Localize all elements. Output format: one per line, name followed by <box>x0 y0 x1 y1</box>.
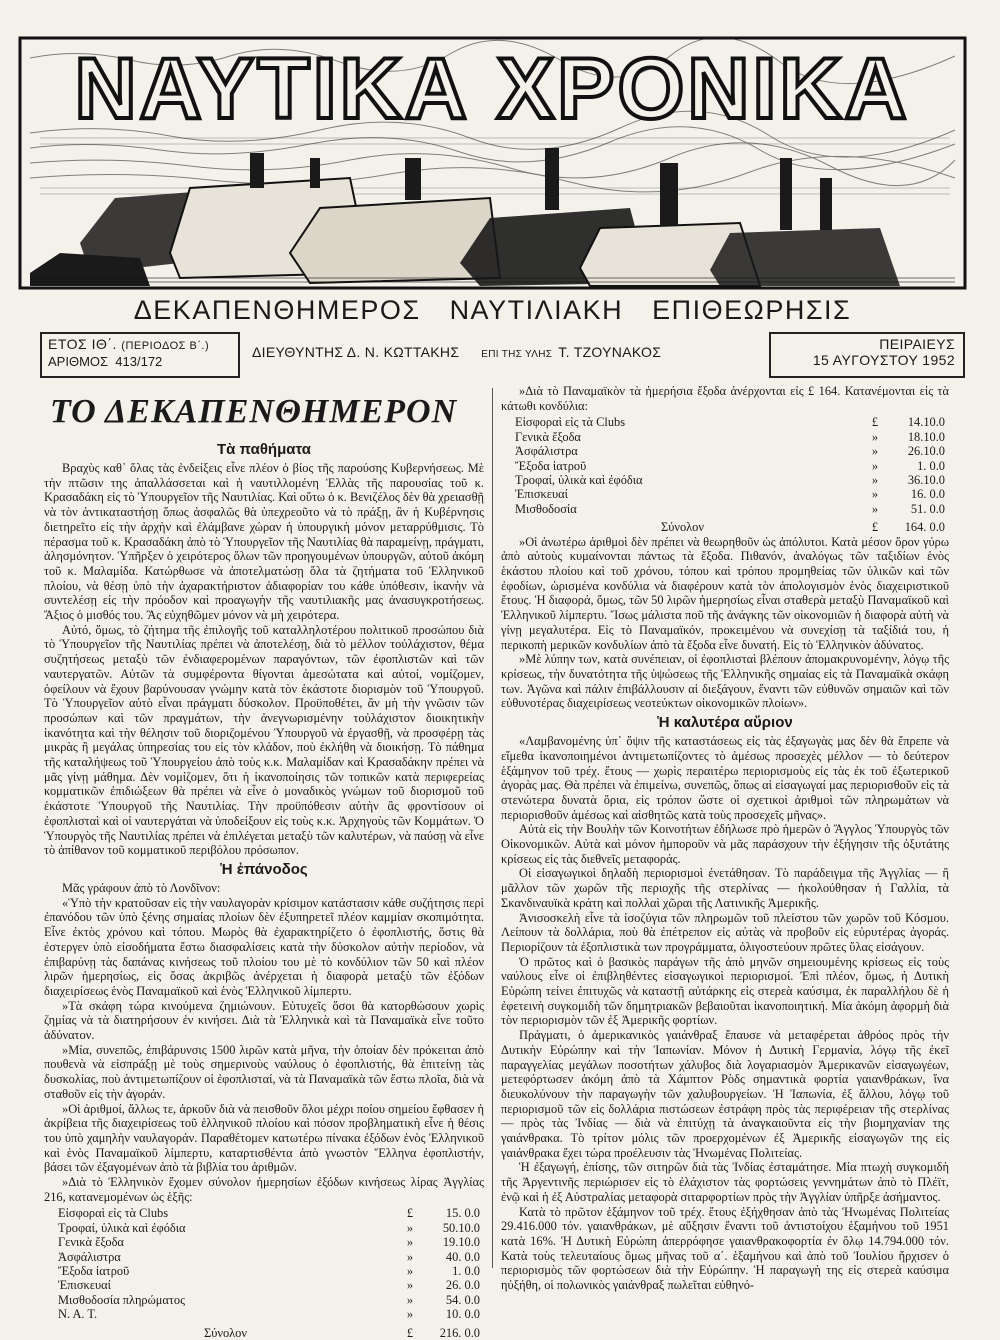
article-title: ΤΟ ΔΕΚΑΠΕΝΘΗΜΕΡΟΝ <box>50 393 458 430</box>
paragraph: Ἀνισοσκελὴ εἶνε τὰ ἰσοζύγια τῶν πληρωμῶν τοῦ πλείστου τῶν χωρῶν τοῦ Κόσμου. Λείπουν τὰ δολλάρια, ποὺ θὰ ἐπέτρεπον εἰς αὐτὰς νὰ προβοῦν εἰς εὐρυτέρας ἀγοράς. Περιορίζουν τὰ ἐξοπλιστικὰ των προγράμματα, ὀλιγοστεύουν πρῶτες ὕλας εἰσάγουν. <box>501 910 949 954</box>
table-row: Εἰσφοραὶ εἰς τὰ Clubs £ 15. 0.0 <box>58 1206 480 1221</box>
table-row: Ν. Α. Τ. » 10. 0.0 <box>58 1307 480 1322</box>
left-column <box>44 384 484 1340</box>
table-row: Ἔξοδα ἰατροῦ » 1. 0.0 <box>58 1264 480 1279</box>
issue-box <box>40 332 240 378</box>
table-row: Μισθοδοσία πληρώματος » 54. 0.0 <box>58 1292 480 1307</box>
issue-date: 15 ΑΥΓΟΥΣΤΟΥ 1952 <box>812 352 955 368</box>
staff-line <box>252 344 661 360</box>
paragraph: Οἱ εἰσαγωγικοὶ δηλαδὴ περιορισμοὶ ἐνετάθησαν. Τὸ παράδειγμα τῆς Ἀγγλίας — ἢ μᾶλλον τῶν χωρῶν τῆς περιοχῆς τῆς στερλίνας — ἠκολούθησαν ἡ Γαλλία, τὰ Σκανδιναυϊκὰ κράτη καὶ πολλαὶ χῶραι τῆς Λατινικῆς Ἀμερικῆς. <box>501 866 949 910</box>
table-total-row: Σύνολον £ 216. 0.0 <box>204 1325 480 1340</box>
paragraph: »Οἱ ἀνωτέρω ἀριθμοὶ δὲν πρέπει νὰ θεωρηθοῦν ὡς ἀπόλυτοι. Κατὰ μέσον ὅρον γύρω ἀπὸ αὐτοὺς κυμαίνονται πάντως τὰ ἔξοδα. Πιθανόν, ἀναλόγως τῶν ταξιδίων ἑνὸς ἑκάστου πλοίου καὶ τοῦ χρόνου, τόπου καὶ τρόπου προμηθείας τῶν ὑλικῶν καὶ τῶν ἐφοδίων, ὡρισμένα κονδύλια νὰ διαφέρουν κατὰ τὸν ἀπολογισμὸν ἑνὸς διαχειριστικοῦ ἔτους. Ἡ διαφορά, ὅμως, τῶν 50 λιρῶν ἡμερησίως εἶναι σταθερὰ μεταξὺ Παναμαϊκοῦ καὶ Ἑλληνικοῦ λίμπερτυ. Ἴσως μάλιστα ποῦ τῆς ἀνάγκης τῶν οἰκονομιῶν ἡ διαφορὰ αὐτὴ νὰ γίνῃ μεγαλυτέρα. Εἰς τὸ Παναμαϊκόν, προκειμένου νὰ συνεχίσῃ τὰ ταξίδιά του, ἡ περικοπὴ μερικῶν κονδυλίων ἀπὸ τὰ ἔξοδα εἶνε δυνατή. Εἰς τὸ Ἑλληνικὸν ἀδύνατος. <box>501 534 949 652</box>
table-row: Εἰσφοραὶ εἰς τὰ Clubs £ 14.10.0 <box>515 415 945 430</box>
table-row: Μισθοδοσία » 51. 0.0 <box>515 501 945 516</box>
table-row: Τροφαί, ὑλικὰ καὶ ἐφόδια » 50.10.0 <box>58 1220 480 1235</box>
paragraph: Μᾶς γράφουν ἀπὸ τὸ Λονδῖνον: <box>62 880 221 895</box>
editor: Τ. ΤΖΟΥΝΑΚΟΣ <box>558 344 662 360</box>
table-row: Ἀσφάλιστρα » 40. 0.0 <box>58 1249 480 1264</box>
paragraph: »Διὰ τὸ Ἑλληνικὸν ἔχομεν σύνολον ἡμερησίων ἐξόδων κινήσεως λίρας Ἀγγλίας 216, κατανεμομένων ὡς ἑξῆς: <box>44 1175 484 1204</box>
subtitle-word-2: ΝΑΥΤΙΛΙΑΚΗ <box>449 295 624 325</box>
panama-expense-table <box>501 415 949 534</box>
date-box <box>769 332 965 378</box>
paragraph: »Διὰ τὸ Παναμαϊκὸν τὰ ἡμερήσια ἔξοδα ἀνέρχονται εἰς £ 164. Κατανέμονται εἰς τὰ κάτωθι κονδύλια: <box>501 384 949 413</box>
masthead-illustration <box>20 38 965 288</box>
section-heading-epanodos: Ἡ ἐπάνοδος <box>220 860 308 878</box>
right-column <box>501 384 949 1293</box>
table-total-row: Σύνολον £ 164. 0.0 <box>661 520 945 535</box>
paragraph: Αὐτὰ εἰς τὴν Βουλὴν τῶν Κοινοτήτων ἐδήλωσε πρὸ ἡμερῶν ὁ Ἄγγλος Ὑπουργὸς τῶν Οἰκονομικῶν. Αὐτὰ καὶ μόνον ἠμποροῦν νὰ μᾶς παράσχουν τὴν ἐξήγησιν τῆς ὀξυτάτης κρίσεως εἰς τὰς διεθνεῖς μεταφοράς. <box>501 822 949 866</box>
paragraph: Κατὰ τὸ πρῶτον ἑξάμηνον τοῦ τρέχ. ἔτους ἐξήχθησαν ἀπὸ τὰς Ἡνωμένας Πολιτείας 29.416.000 τόν. γαιανθράκων, μὲ αὔξησιν ἔναντι τοῦ ἀντιστοίχου ἑξαμήνου τοῦ 1951 κατὰ 16%. Ἡ Δυτικὴ Εὐρώπη ἀπερρόφησε γαιανθρακοφορτία ἐν ὅλῳ 14.794.000 τόν. Κατὰ τοὺς τελευταίους ὅμως μῆνας τοῦ α΄. ἑξαμήνου καὶ ἀπὸ τοῦ Ἰουλίου ἤρχισεν ὁ περιορισμὸς τῶν φορτώσεων διὰ τὴν Εὐρώπην. Ἡ παραγωγὴ της εἰς στερεὰ καύσιμα ηὐξήθη, οἱ πολωνικὸς γαιάνθραξ πωλεῖται εὐθηνό- <box>501 1204 949 1293</box>
editor-label: ΕΠΙ ΤΗΣ ΥΛΗΣ <box>481 349 553 360</box>
greek-expense-table <box>44 1206 484 1340</box>
paragraph: »Τὰ σκάφη τώρα κινούμενα ζημιώνουν. Εὐτυχεῖς ὅσοι θὰ κατορθώσουν χωρὶς ζημίας νὰ τὰ διατηρήσουν ἐν κινήσει. Διὰ τὰ Ἑλληνικὰ καὶ τὰ Παναμαϊκὰ εἶνε τοῦτο ἀδύνατον. <box>44 998 484 1043</box>
paragraph: »Μία, συνεπῶς, ἐπιβάρυνσις 1500 λιρῶν κατὰ μῆνα, τὴν ὁποίαν δὲν πρόκειται ἀπὸ πουθενὰ νὰ εἰσπράξῃ μὲ τοὺς σημερινοὺς ναύλους ὁ ἐφοπλιστής, θὰ ἐπιτείνῃ τὰς δυσκολίας, ποὺ ἀντιμετωπίζουν οἱ ἐφοπλισταί, νὰ τὰ Παναμαϊκὰ τῶν ἔστω πλοῖα, διὰ νὰ σταθοῦν εἰς τὴν ἀγοράν. <box>44 1042 484 1101</box>
masthead-title: ΝΑΥΤΙΚΑ ΧΡΟΝΙΚΑ <box>74 41 910 137</box>
paragraph: Βραχὺς καθ᾽ ὅλας τὰς ἐνδείξεις εἶνε πλέον ὁ βίος τῆς παρούσης Κυβερνήσεως. Μὲ τὴν πτῶσιν της ἀπαλλάσσεται καὶ ἡ ναυτιλλομένη Ἑλλὰς τῆς παρουσίας τοῦ κ. Κρασαδάκη εἰς τὸ Ὑπουργεῖον τῆς Ναυτιλίας. Καὶ οὕτω ὁ κ. Βενιζέλος δὲν θὰ χρειασθῇ νὰ τὸν ἀντικαταστήσῃ ὅπως ἀσφαλῶς θὰ ὑπεχρεοῦτο νὰ τὸ πράξῃ, ἂν ἡ Κυβέρνησις διετηρεῖτο εἰς τὴν ἀρχὴν καὶ ἐλάμβανε χώραν ἡ ὑπουργικὴ μόνον μεταρρύθμισις. Τὸ πέρασμα τοῦ κ. Κρασαδάκη ἀπὸ τὸ Ὑπουργεῖον τῆς Ναυτιλίας θὰ παραμείνῃ, πράγματι, ἀλησμόνητον. Ὑπῆρξεν ὁ χειρότερος ὅλων τῶν προηγουμένων ὑπουργῶν, αὐτοῦ ἀκόμη τοῦ κ. Μαλαμίδα. Κατώρθωσε νὰ ἀποτελματώσῃ ὅλα τὰ ζητήματα τοῦ Ἑλληνικοῦ πλοίου, νὰ θέσῃ ὑπὸ τὴν ἀχαρακτήριστον ἀδιαφορίαν του κάθε ὑπόθεσιν, ἱκανὴν νὰ συντελέσῃ εἰς τὴν πρόοδον καὶ προαγωγὴν τῆς ναυτιλιακῆς μας ἀνασυγκροτήσεως. Ἄξιος ὁ μισθός του. Ἂς εὐχηθῶμεν μόνον νὰ μὴ χειρότερα. <box>44 461 484 623</box>
table-row: Γενικὰ ἔξοδα » 19.10.0 <box>58 1235 480 1250</box>
table-row: Τροφαί, ὑλικὰ καὶ ἐφόδια » 36.10.0 <box>515 473 945 488</box>
subtitle <box>20 290 965 330</box>
column-rule <box>492 388 493 1268</box>
paragraph: Ὁ πρῶτος καὶ ὁ βασικὸς παράγων τῆς ἀπὸ μηνῶν σημειουμένης κρίσεως εἰς τοὺς ναύλους εἶνε οἱ ἐπιβληθέντες εἰσαγωγικοὶ περιορισμοί. Ἐπὶ πλέον, ὅμως, ἡ Δυτικὴ Εὐρώπη τείνει ἐπιτυχῶς νὰ καταστῇ αὐτάρκης εἰς στερεὰ καύσιμα, ἐκ παραλλήλου δὲ ἡ ἐφετεινὴ συγκομιδὴ τῶν δημητριακῶν βεβαιοῦται ἱκανοποιητική. Μία ἀκόμη ἀφορμὴ διὰ τὸν περιορισμὸν τῶν ἐξ Ἀμερικῆς φορτίων. <box>501 954 949 1028</box>
table-row: Γενικὰ ἔξοδα » 18.10.0 <box>515 429 945 444</box>
issue-bar <box>20 332 965 380</box>
director: ΔΙΕΥΘΥΝΤΗΣ Δ. Ν. ΚΩΤΤΑΚΗΣ <box>252 344 460 360</box>
paragraph: »Οἱ ἀριθμοί, ἄλλως τε, ἀρκοῦν διὰ νὰ πεισθοῦν ὅλοι μέχρι ποίου σημείου ἔφθασεν ἡ ἀκρίβεια τῆς διαχειρίσεως τοῦ ἑλληνικοῦ πλοίου καὶ πόσον προβληματικὴ εἶνε ἡ θέσις του ὑπὸ χαμηλὴν ναυλαγοράν. Παραθέτομεν κατωτέρω πίνακα ἐξόδων ἑνὸς Ἑλληνικοῦ καὶ ἑνὸς Παναμαϊκοῦ λίμπερτυ, καταρτισθέντα ἀπὸ γνωστὸν Ἕλληνα ἐφοπλιστήν, βάσει τῶν ἐξαγομένων ἀπὸ τὰ βιβλία του ἀριθμῶν. <box>44 1101 484 1175</box>
issue-year: ΕΤΟΣ ΙΘ΄. <box>48 336 117 352</box>
city: ΠΕΙΡΑΙΕΥΣ <box>879 336 955 352</box>
paragraph: »Μὲ λύπην των, κατὰ συνέπειαν, οἱ ἐφοπλισταὶ βλέπουν ἀπομακρυνομένην, λόγῳ τῆς κρίσεως, τὴν δυνατότητα τῆς ὑψώσεως τῆς Ἑλληνικῆς σημαίας εἰς τὰ Παναμαϊκὰ σκάφη των. Ἀγῶνα καὶ πάλιν ἐπιβάλλουσιν αἱ διεξάγουν, ἔναντι τῶν εὐθυνῶν σημαιῶν καὶ τῶν εὐθυνοτέρας διαχειρίσεως νεοτεύκτων οἰκονομικῶν πλοίων». <box>501 652 949 711</box>
paragraph: Αὐτό, ὅμως, τὸ ζήτημα τῆς ἐπιλογῆς τοῦ καταλληλοτέρου πολιτικοῦ προσώπου διὰ τὸ Ὑπουργεῖον τῆς Ναυτιλίας πρέπει νὰ ἀποτελέσῃ, διὰ τὸ μέλλον τοὐλάχιστον, θέμα συζητήσεως μεταξὺ τῶν ἐνδιαφερομένων παραγόντων, τῶν ἐφοπλιστῶν καὶ τῶν ναυτεργατῶν. Αὐτῶν τὰ συμφέροντα θίγονται ἀμεσώτατα καὶ αὐτοί, νομίζομεν, ὀφείλουν νὰ ἔχουν βαρύνουσαν γνώμην κατὰ τὸν ἑκάστοτε διορισμὸν τοῦ Ὑπουργοῦ. Τὸ Ὑπουργεῖον αὐτὸ εἶναι πράγματι δύσκολον. Προϋποθέτει, ἂν μὴ τὴν γνῶσιν τῶν προσώπων καὶ τῶν πραγμάτων, τὴν ἀνεγνωρισμένην τοὐλάχιστον διοικητικὴν ἱκανότητα καὶ τὴν θέλησιν τοῦ διοριζομένου Ὑπουργοῦ νὰ ἐργασθῇ, νὰ προσφέρῃ τὰς μικρὰς ἢ μεγάλας ὑπηρεσίας του εἰς τὸν κλάδον, ποὺ ἐκλήθη νὰ διοικήσῃ. Τὸ πάθημα τῆς καταλήψεως τοῦ Ὑπουργείου ἀπὸ τοὺς κ.κ. Μαλαμίδαν καὶ Κρασαδάκην πρέπει νὰ μᾶς γίνῃ μάθημα. Δὲν νομίζομεν, ὅτι ἡ ἱκανοποίησις τῶν τοπικῶν κατὰ περιφερείας κομματικῶν ἐπιδιώξεων θὰ πρέπει νὰ εἶνε ὁ μοναδικὸς γνώμων τοῦ διορισμοῦ τοῦ ἑκάστοτε Ὑπουργοῦ τῆς Ναυτιλίας. Τὴν προϋπόθεσιν αὐτὴν ἂς φροντίσουν οἱ ἐφοπλισταὶ καὶ οἱ ναυτεργάται νὰ ὑποδείξουν εἰς τοὺς κ.κ. Ἀρχηγοὺς τῶν Κομμάτων. Ὁ Ὑπουργὸς τῆς Ναυτιλίας πρέπει νὰ ἐπιλέγεται μεταξὺ τῶν καλυτέρων, νὰ παύσῃ νὰ εἶνε τὸ ἀπίθανον τοῦ κομματικοῦ περιβόλου πρόσωπον. <box>44 622 484 858</box>
subtitle-word-3: ΕΠΙΘΕΩΡΗΣΙΣ <box>652 295 852 325</box>
section-heading-kalytera-avrion: Ἡ καλυτέρα αὔριον <box>657 714 793 732</box>
issue-number-label: ΑΡΙΘΜΟΣ <box>48 354 109 369</box>
paragraph: Πράγματι, ὁ ἀμερικανικὸς γαιάνθραξ ἔπαυσε νὰ μεταφέρεται ἀθρόος πρὸς τὴν Δυτικὴν Εὐρώπην καὶ τὴν Ἰαπωνίαν. Μόνον ἡ Δυτικὴ Γερμανία, λόγῳ τῆς ἐκεῖ παραγγελίας μεγάλων ποσοτήτων χάλυβος διὰ λογαριασμὸν Ἀμερικανῶν εἰσαγωγέων, μετεφόρτωσεν ἀκόμη ἀπὸ τὰ Χάμπτον Ρὸδς σημαντικὰ φορτία γαιανθράκων, ἵνα διευκολύνουν τὴν παραγωγὴν τῶν χαλυβουργείων. Ἡ Ἰαπωνία, ἐξ ἄλλου, λόγῳ τοῦ περιορισμοῦ τῶν εἰς δολλάρια πιστώσεων ἐστράφη πρὸς τὰς περιφέρειαν τῆς στερλίνας — πρὸς τὰς Ἰνδίας — διὰ νὰ ἐπιτύχῃ τὰ ἀναγκαιοῦντα εἰς τὴν βιομηχανίαν της γαιάνθρακα. Τὸ τρίτον μόλις τῶν προερχομένων ἐξ Ἀμερικῆς εἰσαγωγῶν της εἰς γαιάνθρακα ἔχει τώρα προέλευσιν τὰς Ἡνωμένας Πολιτείας. <box>501 1028 949 1160</box>
issue-period: (ΠΕΡΙΟΔΟΣ Β΄.) <box>121 340 210 352</box>
paragraph: Ἡ ἐξαγωγή, ἐπίσης, τῶν σιτηρῶν διὰ τὰς Ἰνδίας ἐσταμάτησε. Μία πτωχὴ συγκομιδὴ τῆς Ἀργεντινῆς περιώρισεν εἰς τὸ ἐλάχιστον τὰς φορτώσεις γεννημάτων ἀπὸ τὸ Πλέϊτ, ἐνῷ καὶ ἡ ἐξ Αὐστραλίας μεταφορὰ σιταρφορτίων πρὸς τὴν Ἀγγλίαν ὑπῆρξε ἀσήμαντος. <box>501 1160 949 1204</box>
table-row: Ἀσφάλιστρα » 26.10.0 <box>515 444 945 459</box>
section-heading-pathimata: Τὰ παθήματα <box>216 441 311 458</box>
table-row: Ἐπισκευαί » 16. 0.0 <box>515 487 945 502</box>
paragraph: «Λαμβανομένης ὑπ᾽ ὄψιν τῆς καταστάσεως εἰς τὰς ἐξαγωγὰς μας δὲν θὰ ἔπρεπε νὰ εἴμεθα ἱκανοποιημένοι ἀντιμετωπίζοντες τὸ ἀμέσως προσεχὲς μέλλον — τὸ δεύτερον ἑξάμηνον τοῦ τρέχ. ἔτους — χωρὶς περαιτέρω περιορισμοὺς εἰς τὰς ἐκ τοῦ ἐξωτερικοῦ ἀγορὰς μας. Θὰ πρέπει νὰ ἐπιμείνω, συνεπῶς, ὅπως αἱ εἰσαγωγαί μας περιορισθοῦν εἰς τὰ στενώτερα δυνατὰ ὅρια, εἰς τρόπον ὥστε οἱ σχετικοὶ ἀριθμοὶ τῶν πληρωμάτων νὰ περιορισθοῦν ἀμέσως καὶ αἰσθητῶς κατὰ τοὺς προσεχεῖς μῆνας». <box>501 734 949 822</box>
subtitle-word-1: ΔΕΚΑΠΕΝΘΗΜΕΡΟΣ <box>133 295 421 325</box>
table-row: Ἔξοδα ἰατροῦ » 1. 0.0 <box>515 458 945 473</box>
issue-number: 413/172 <box>115 354 163 369</box>
table-row: Ἐπισκευαί » 26. 0.0 <box>58 1278 480 1293</box>
paragraph: «Ὑπὸ τὴν κρατοῦσαν εἰς τὴν ναυλαγορὰν κρίσιμον κατάστασιν κάθε συζήτησις περὶ ἐπανόδου τῶν ὑπὸ ξένης σημαίας πλοίων δὲν ἐξυπηρετεῖ πλέον καμμίαν σκοπιμότητα. Εἶνε ἐκτὸς χρόνου καὶ τόπου. Μωρὸς θὰ ἐχαρακτηρίζετο ὁ ἐφοπλιστής, ὅστις θὰ ἐστεργεν ὑπὸ εἰσοδήματα ἔστω διασφαλίσεις κατὰ τὴν δύσκολον αὐτὴν περίοδον, νὰ ἐπιβαρύνῃ τὰς δαπάνας κινήσεως τοῦ πλοίου του μὲ τὸ κονδύλιον τῶν 50 καὶ πλέον λιρῶν ἡμερησίως, εἰς ὅσας ἀκριβῶς ἀνέρχεται ἡ διαφορὰ μεταξὺ τῶν ἐξόδων διαχειρίσεως ἑνὸς Παναμαϊκοῦ καὶ ἑνὸς Ἑλληνικοῦ λίμπερτυ. <box>44 895 484 998</box>
